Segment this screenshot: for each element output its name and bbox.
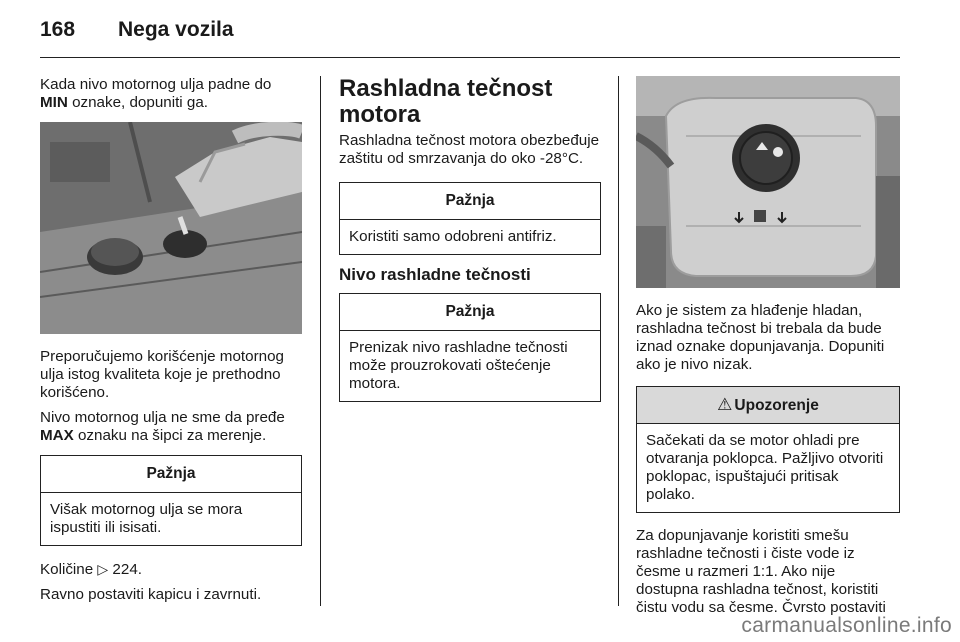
min-mark: MIN [40,94,68,111]
page-header [40,18,900,54]
column-2 [339,76,601,412]
quantities-page-ref[interactable]: 224. [112,561,142,578]
notice-box-excess-oil [40,455,302,546]
intro-paragraph: Kada nivo motornog ulja padne do MIN oznake, dopuniti ga. [40,76,272,111]
coolant-level-heading: Nivo rashladne tečnosti [339,265,531,284]
column-divider-2 [618,76,619,606]
oil-filling-photo [40,122,302,334]
quantities-paragraph: Količine ▷ 224. [40,561,142,578]
header-rule [40,57,900,58]
oil-filling-illustration [40,122,302,334]
warning-text: Sačekati da se motor ohladi pre otvaranja poklopca. Pažljivo otvoriti poklopac, ispuštajući pritisak polako. [646,432,884,503]
section-title: Rashladna tečnost motora [339,75,553,128]
notice-text: Višak motornog ulja se mora ispustiti ili isisati. [50,501,243,536]
coolant-reservoir-illustration [636,76,900,288]
warning-triangle-icon: ⚠ [717,395,733,414]
notice-heading: Pažnja [41,456,301,493]
page-number: 168 [40,18,76,41]
notice-heading: Pažnja [340,183,600,220]
cold-system-paragraph: Ako je sistem za hlađenje hladan, rashladna tečnost bi trebala da bude iznad oznake dopunjavanja. Dopuniti ako je nivo nizak. [636,302,885,373]
notice-box-low-level [339,293,601,402]
coolant-mix-paragraph: Za dopunjavanje koristiti smešu rashladne tečnosti i čiste vode iz česme u razmeri 1:1. Ako nije dostupna rashladna tečnost, koristiti čistu vodu sa česme. Čvrsto postaviti [636,527,886,616]
max-paragraph: Nivo motornog ulja ne sme da pređe MAX oznaku na šipci za merenje. [40,409,285,444]
page-title: Nega vozila [118,18,234,41]
cap-paragraph: Ravno postaviti kapicu i zavrnuti. [40,586,262,603]
notice-heading: Pažnja [340,294,600,331]
notice-box-antifreeze [339,182,601,255]
coolant-intro: Rashladna tečnost motora obezbeđuje zaštitu od smrzavanja do oko -28°C. [339,132,600,167]
reference-arrow-icon: ▷ [97,561,109,577]
column-3 [636,76,900,624]
column-1 [40,76,302,611]
watermark: carmanualsonline.info [741,614,952,637]
max-mark: MAX [40,427,74,444]
coolant-reservoir-photo [636,76,900,288]
column-divider-1 [320,76,321,606]
warning-heading: ⚠ Upozorenje [637,387,899,424]
recommend-paragraph: Preporučujemo korišćenje motornog ulja istog kvaliteta koje je prethodno korišćeno. [40,348,284,401]
notice-text: Koristiti samo odobreni antifriz. [349,228,557,245]
warning-box-hot-cap [636,386,900,513]
notice-text: Prenizak nivo rashladne tečnosti može prouzrokovati oštećenje motora. [349,339,568,392]
